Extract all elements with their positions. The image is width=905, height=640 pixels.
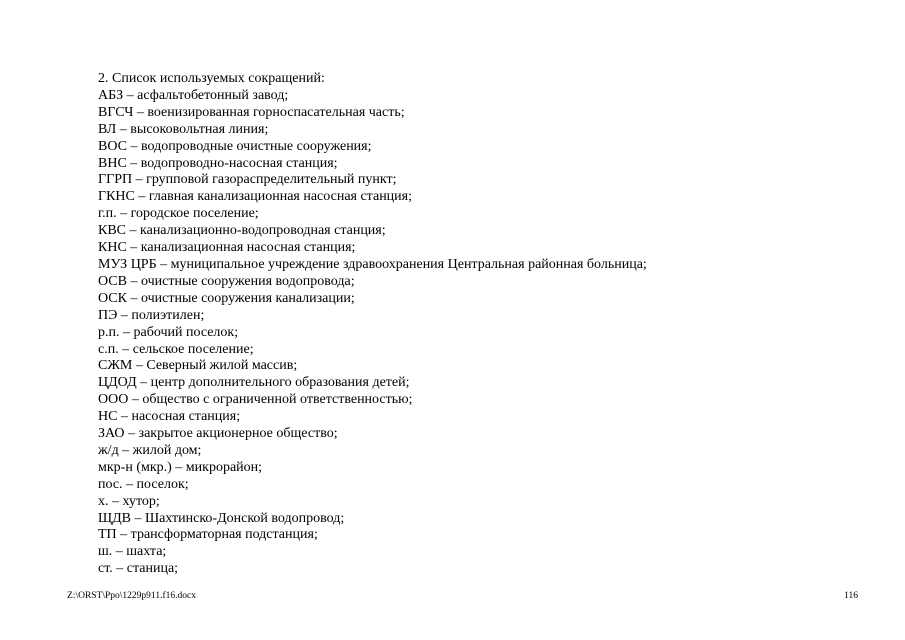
abbreviation-line: ОСВ – очистные сооружения водопровода;: [98, 273, 355, 289]
abbreviation-line: КНС – канализационная насосная станция;: [98, 240, 356, 256]
file-path: Z:\ORST\Ppo\1229p911.f16.docx: [67, 591, 196, 601]
abbreviation-line: х. – хутор;: [98, 493, 160, 509]
abbreviation-line: ОСК – очистные сооружения канализации;: [98, 290, 355, 306]
abbreviation-line: ПЭ – полиэтилен;: [98, 307, 205, 323]
abbreviation-line: МУЗ ЦРБ – муниципальное учреждение здравоохранения Центральная районная больница;: [98, 256, 647, 272]
abbreviation-line: ЩДВ – Шахтинско-Донской водопровод;: [98, 510, 345, 526]
abbreviation-line: ГКНС – главная канализационная насосная станция;: [98, 189, 412, 205]
abbreviation-line: ЦДОД – центр дополнительного образования детей;: [98, 375, 410, 391]
abbreviation-line: КВС – канализационно-водопроводная станция;: [98, 223, 386, 239]
page-number: 116: [844, 591, 858, 601]
abbreviation-line: пос. – поселок;: [98, 476, 189, 492]
abbreviation-line: г.п. – городское поселение;: [98, 206, 259, 222]
abbreviation-line: ВНС – водопроводно-насосная станция;: [98, 155, 338, 171]
abbreviation-line: ЗАО – закрытое акционерное общество;: [98, 426, 338, 442]
abbreviation-line: ВГСЧ – военизированная горноспасательная часть;: [98, 104, 405, 120]
abbreviation-line: мкр-н (мкр.) – микрорайон;: [98, 459, 263, 475]
abbreviation-line: ст. – станица;: [98, 561, 179, 577]
abbreviation-line: с.п. – сельское поселение;: [98, 341, 254, 357]
abbreviation-line: ГГРП – групповой газораспределительный пункт;: [98, 172, 397, 188]
abbreviation-line: ж/д – жилой дом;: [98, 442, 202, 458]
abbreviation-line: ш. – шахта;: [98, 544, 167, 560]
abbreviation-line: НС – насосная станция;: [98, 409, 241, 425]
abbreviation-line: СЖМ – Северный жилой массив;: [98, 358, 298, 374]
abbreviation-line: ТП – трансформаторная подстанция;: [98, 527, 318, 543]
abbreviation-line: ООО – общество с ограниченной ответственностью;: [98, 392, 413, 408]
abbreviation-line: АБЗ – асфальтобетонный завод;: [98, 87, 289, 103]
section-heading: 2. Список используемых сокращений:: [98, 71, 325, 86]
abbreviation-line: ВЛ – высоковольтная линия;: [98, 121, 269, 137]
document-body: [98, 71, 858, 578]
abbreviation-line: р.п. – рабочий поселок;: [98, 324, 239, 340]
abbreviation-line: ВОС – водопроводные очистные сооружения;: [98, 138, 372, 154]
